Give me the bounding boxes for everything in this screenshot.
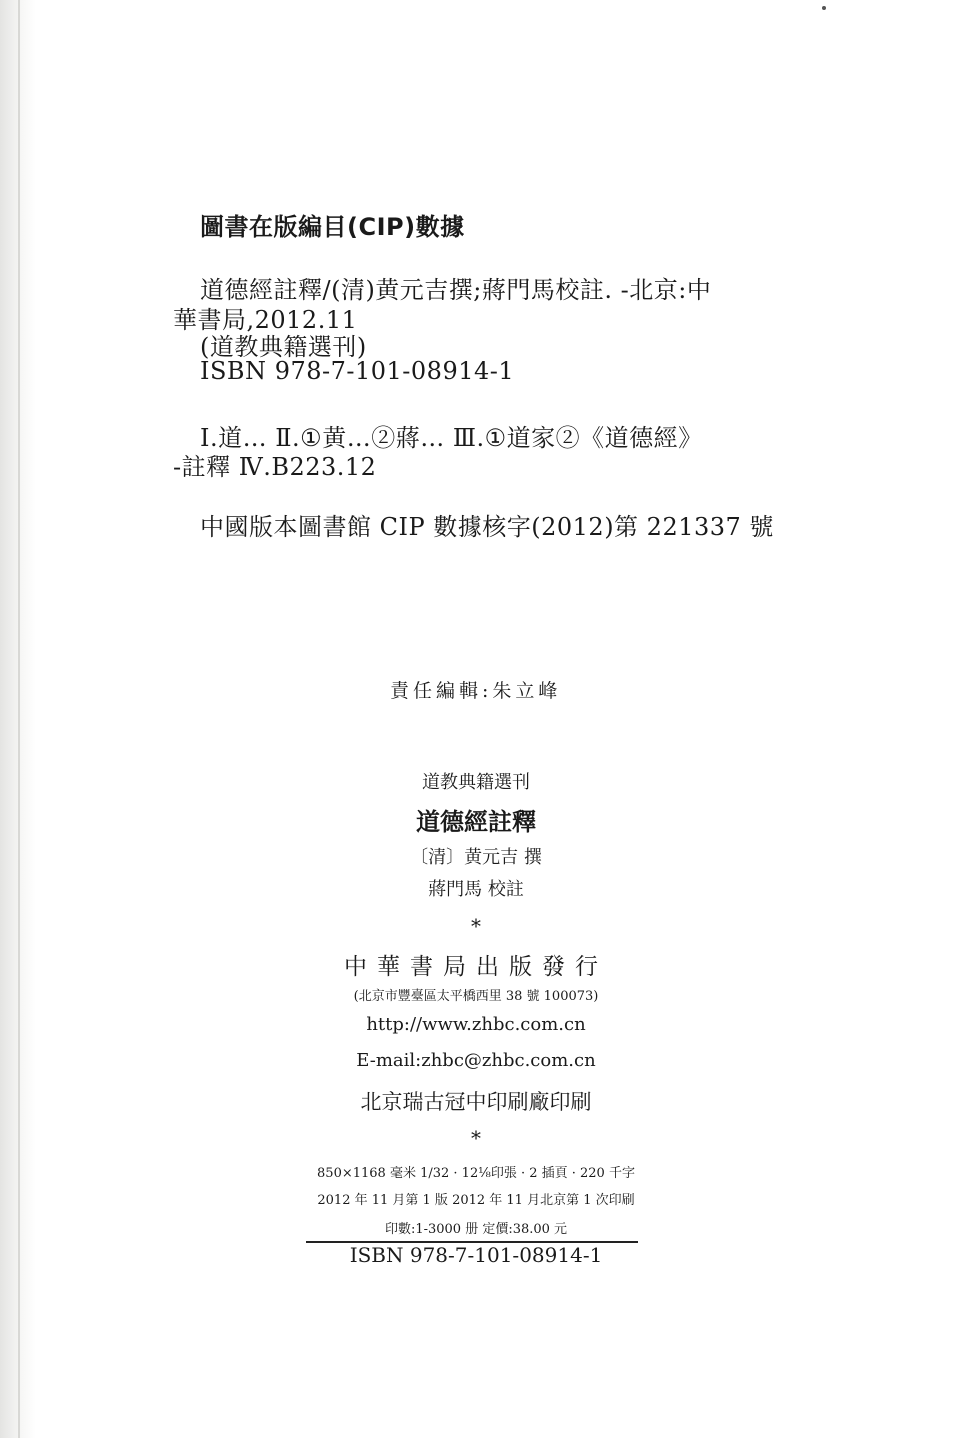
colophon-book-title: 道德經註釋 xyxy=(416,808,536,836)
colophon-website: http://www.zhbc.com.cn xyxy=(366,1014,586,1035)
cip-record-number: 中國版本圖書館 CIP 數據核字(2012)第 221337 號 xyxy=(200,513,774,541)
colophon-author: 〔清〕黄元吉 撰 xyxy=(410,847,542,868)
colophon-edition: 2012 年 11 月第 1 版 2012 年 11 月北京第 1 次印刷 xyxy=(317,1193,635,1208)
responsible-editor: 責任編輯:朱立峰 xyxy=(390,680,562,702)
cip-line-isbn: ISBN 978-7-101-08914-1 xyxy=(200,357,515,385)
scan-speck xyxy=(822,6,826,10)
colophon-series: 道教典籍選刊 xyxy=(422,772,530,793)
separator-asterisk: * xyxy=(471,1126,481,1150)
colophon-isbn: ISBN 978-7-101-08914-1 xyxy=(349,1243,603,1267)
cip-line-title-author: 道德經註釋/(清)黄元吉撰;蔣門馬校註. -北京:中 xyxy=(200,276,712,304)
cip-heading: 圖書在版編目(CIP)數據 xyxy=(200,213,465,241)
cip-line-subjects: Ⅰ.道… Ⅱ.①黄…②蔣… Ⅲ.①道家②《道德經》 xyxy=(200,424,703,452)
colophon-printer: 北京瑞古冠中印刷廠印刷 xyxy=(360,1090,592,1114)
colophon-publisher: 中華書局出版發行 xyxy=(344,954,608,980)
colophon-email: E-mail:zhbc@zhbc.com.cn xyxy=(356,1050,596,1071)
cip-line-classification: -註釋 Ⅳ.B223.12 xyxy=(173,453,377,481)
separator-asterisk: * xyxy=(471,914,481,938)
colophon-address: (北京市豐臺區太平橋西里 38 號 100073) xyxy=(353,989,599,1004)
colophon-editor: 蔣門馬 校註 xyxy=(428,879,524,900)
cip-line-publisher-date: 華書局,2012.11 xyxy=(173,306,358,334)
colophon-print-run: 印數:1-3000 册 定價:38.00 元 xyxy=(384,1222,568,1237)
colophon-specs: 850×1168 毫米 1/32 · 12⅛印張 · 2 插頁 · 220 千字 xyxy=(317,1166,635,1181)
cip-line-series: (道教典籍選刊) xyxy=(200,333,367,361)
